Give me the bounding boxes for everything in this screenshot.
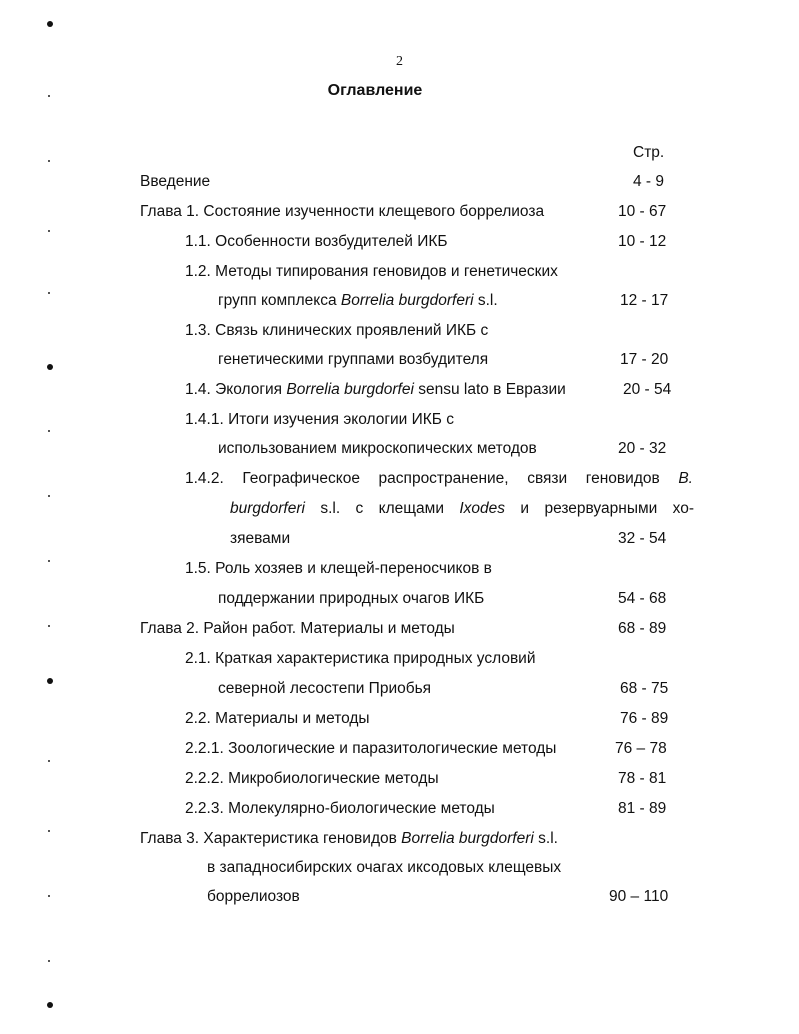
margin-speck xyxy=(48,625,50,627)
margin-speck xyxy=(48,495,50,497)
toc-entry-1-4-2-line2: burgdorferi s.l. с клещами Ixodes и резервуарными хо- xyxy=(230,500,695,517)
page-column-header: Стр. xyxy=(633,144,665,161)
margin-speck xyxy=(48,160,50,162)
toc-entry-chapter-3-line2: в западносибирских очагах иксодовых клещевых xyxy=(207,859,562,876)
toc-pages-1-2: 12 - 17 xyxy=(620,292,669,309)
toc-entry-2-1-line2: северной лесостепи Приобья xyxy=(218,680,432,697)
toc-entry-2-1-line1: 2.1. Краткая характеристика природных условий xyxy=(185,650,536,667)
margin-speck xyxy=(48,292,50,294)
toc-entry-1-4-2-line3: зяевами xyxy=(230,530,291,547)
toc-entry-1-2-line2: групп комплекса Borrelia burgdorferi s.l. xyxy=(218,292,498,309)
toc-entry-2-2-3: 2.2.3. Молекулярно-биологические методы xyxy=(185,800,495,817)
toc-entry-1-4-1-line2: использованием микроскопических методов xyxy=(218,440,537,457)
toc-pages-2-1: 68 - 75 xyxy=(620,680,669,697)
toc-entry-2-2-1: 2.2.1. Зоологические и паразитологические методы xyxy=(185,740,557,757)
toc-entry-1-4-2-line1: 1.4.2. Географическое распространение, связи геновидов B. xyxy=(185,470,693,487)
margin-speck xyxy=(48,830,50,832)
toc-entry-1-5-line1: 1.5. Роль хозяев и клещей-переносчиков в xyxy=(185,560,492,577)
toc-entry-chapter-3-line3: боррелиозов xyxy=(207,888,300,905)
toc-entry-1-1: 1.1. Особенности возбудителей ИКБ xyxy=(185,233,448,250)
toc-entry-chapter-3-line1: Глава 3. Характеристика геновидов Borrelia burgdorferi s.l. xyxy=(140,830,558,847)
toc-pages-1-4: 20 - 54 xyxy=(623,381,672,398)
toc-pages-1-4-2: 32 - 54 xyxy=(618,530,667,547)
toc-entry-1-4-1-line1: 1.4.1. Итоги изучения экологии ИКБ с xyxy=(185,411,455,428)
toc-pages-chapter-1: 10 - 67 xyxy=(618,203,667,220)
toc-entry-1-5-line2: поддержании природных очагов ИКБ xyxy=(218,590,485,607)
toc-pages-chapter-3: 90 – 110 xyxy=(609,888,669,905)
toc-pages-1-5: 54 - 68 xyxy=(618,590,667,607)
toc-pages-intro: 4 - 9 xyxy=(633,173,665,190)
margin-speck xyxy=(48,760,50,762)
page-number: 2 xyxy=(396,54,403,69)
toc-pages-2-2-1: 76 – 78 xyxy=(615,740,667,757)
toc-pages-2-2-2: 78 - 81 xyxy=(618,770,667,787)
toc-entry-2-2: 2.2. Материалы и методы xyxy=(185,710,370,727)
toc-entry-2-2-2: 2.2.2. Микробиологические методы xyxy=(185,770,439,787)
page-title: Оглавление xyxy=(327,82,423,99)
toc-pages-1-3: 17 - 20 xyxy=(620,351,669,368)
toc-entry-1-4: 1.4. Экология Borrelia burgdorfei sensu lato в Евразии xyxy=(185,381,566,398)
margin-speck xyxy=(48,960,50,962)
margin-speck xyxy=(48,560,50,562)
margin-speck xyxy=(48,430,50,432)
toc-entry-chapter-2: Глава 2. Район работ. Материалы и методы xyxy=(140,620,455,637)
margin-speck xyxy=(48,230,50,232)
toc-pages-1-4-1: 20 - 32 xyxy=(618,440,667,457)
toc-entry-1-3-line1: 1.3. Связь клинических проявлений ИКБ с xyxy=(185,322,489,339)
margin-punch-hole xyxy=(47,678,53,684)
toc-pages-chapter-2: 68 - 89 xyxy=(618,620,667,637)
toc-pages-2-2-3: 81 - 89 xyxy=(618,800,667,817)
margin-punch-hole xyxy=(47,1002,53,1008)
margin-speck xyxy=(48,895,50,897)
toc-pages-1-1: 10 - 12 xyxy=(618,233,667,250)
toc-entry-intro: Введение xyxy=(140,173,211,190)
toc-pages-2-2: 76 - 89 xyxy=(620,710,669,727)
toc-entry-1-2-line1: 1.2. Методы типирования геновидов и генетических xyxy=(185,263,558,280)
toc-entry-1-3-line2: генетическими группами возбудителя xyxy=(218,351,489,368)
margin-punch-hole xyxy=(47,21,53,27)
toc-entry-chapter-1: Глава 1. Состояние изученности клещевого боррелиоза xyxy=(140,203,545,220)
margin-punch-hole xyxy=(47,364,53,370)
